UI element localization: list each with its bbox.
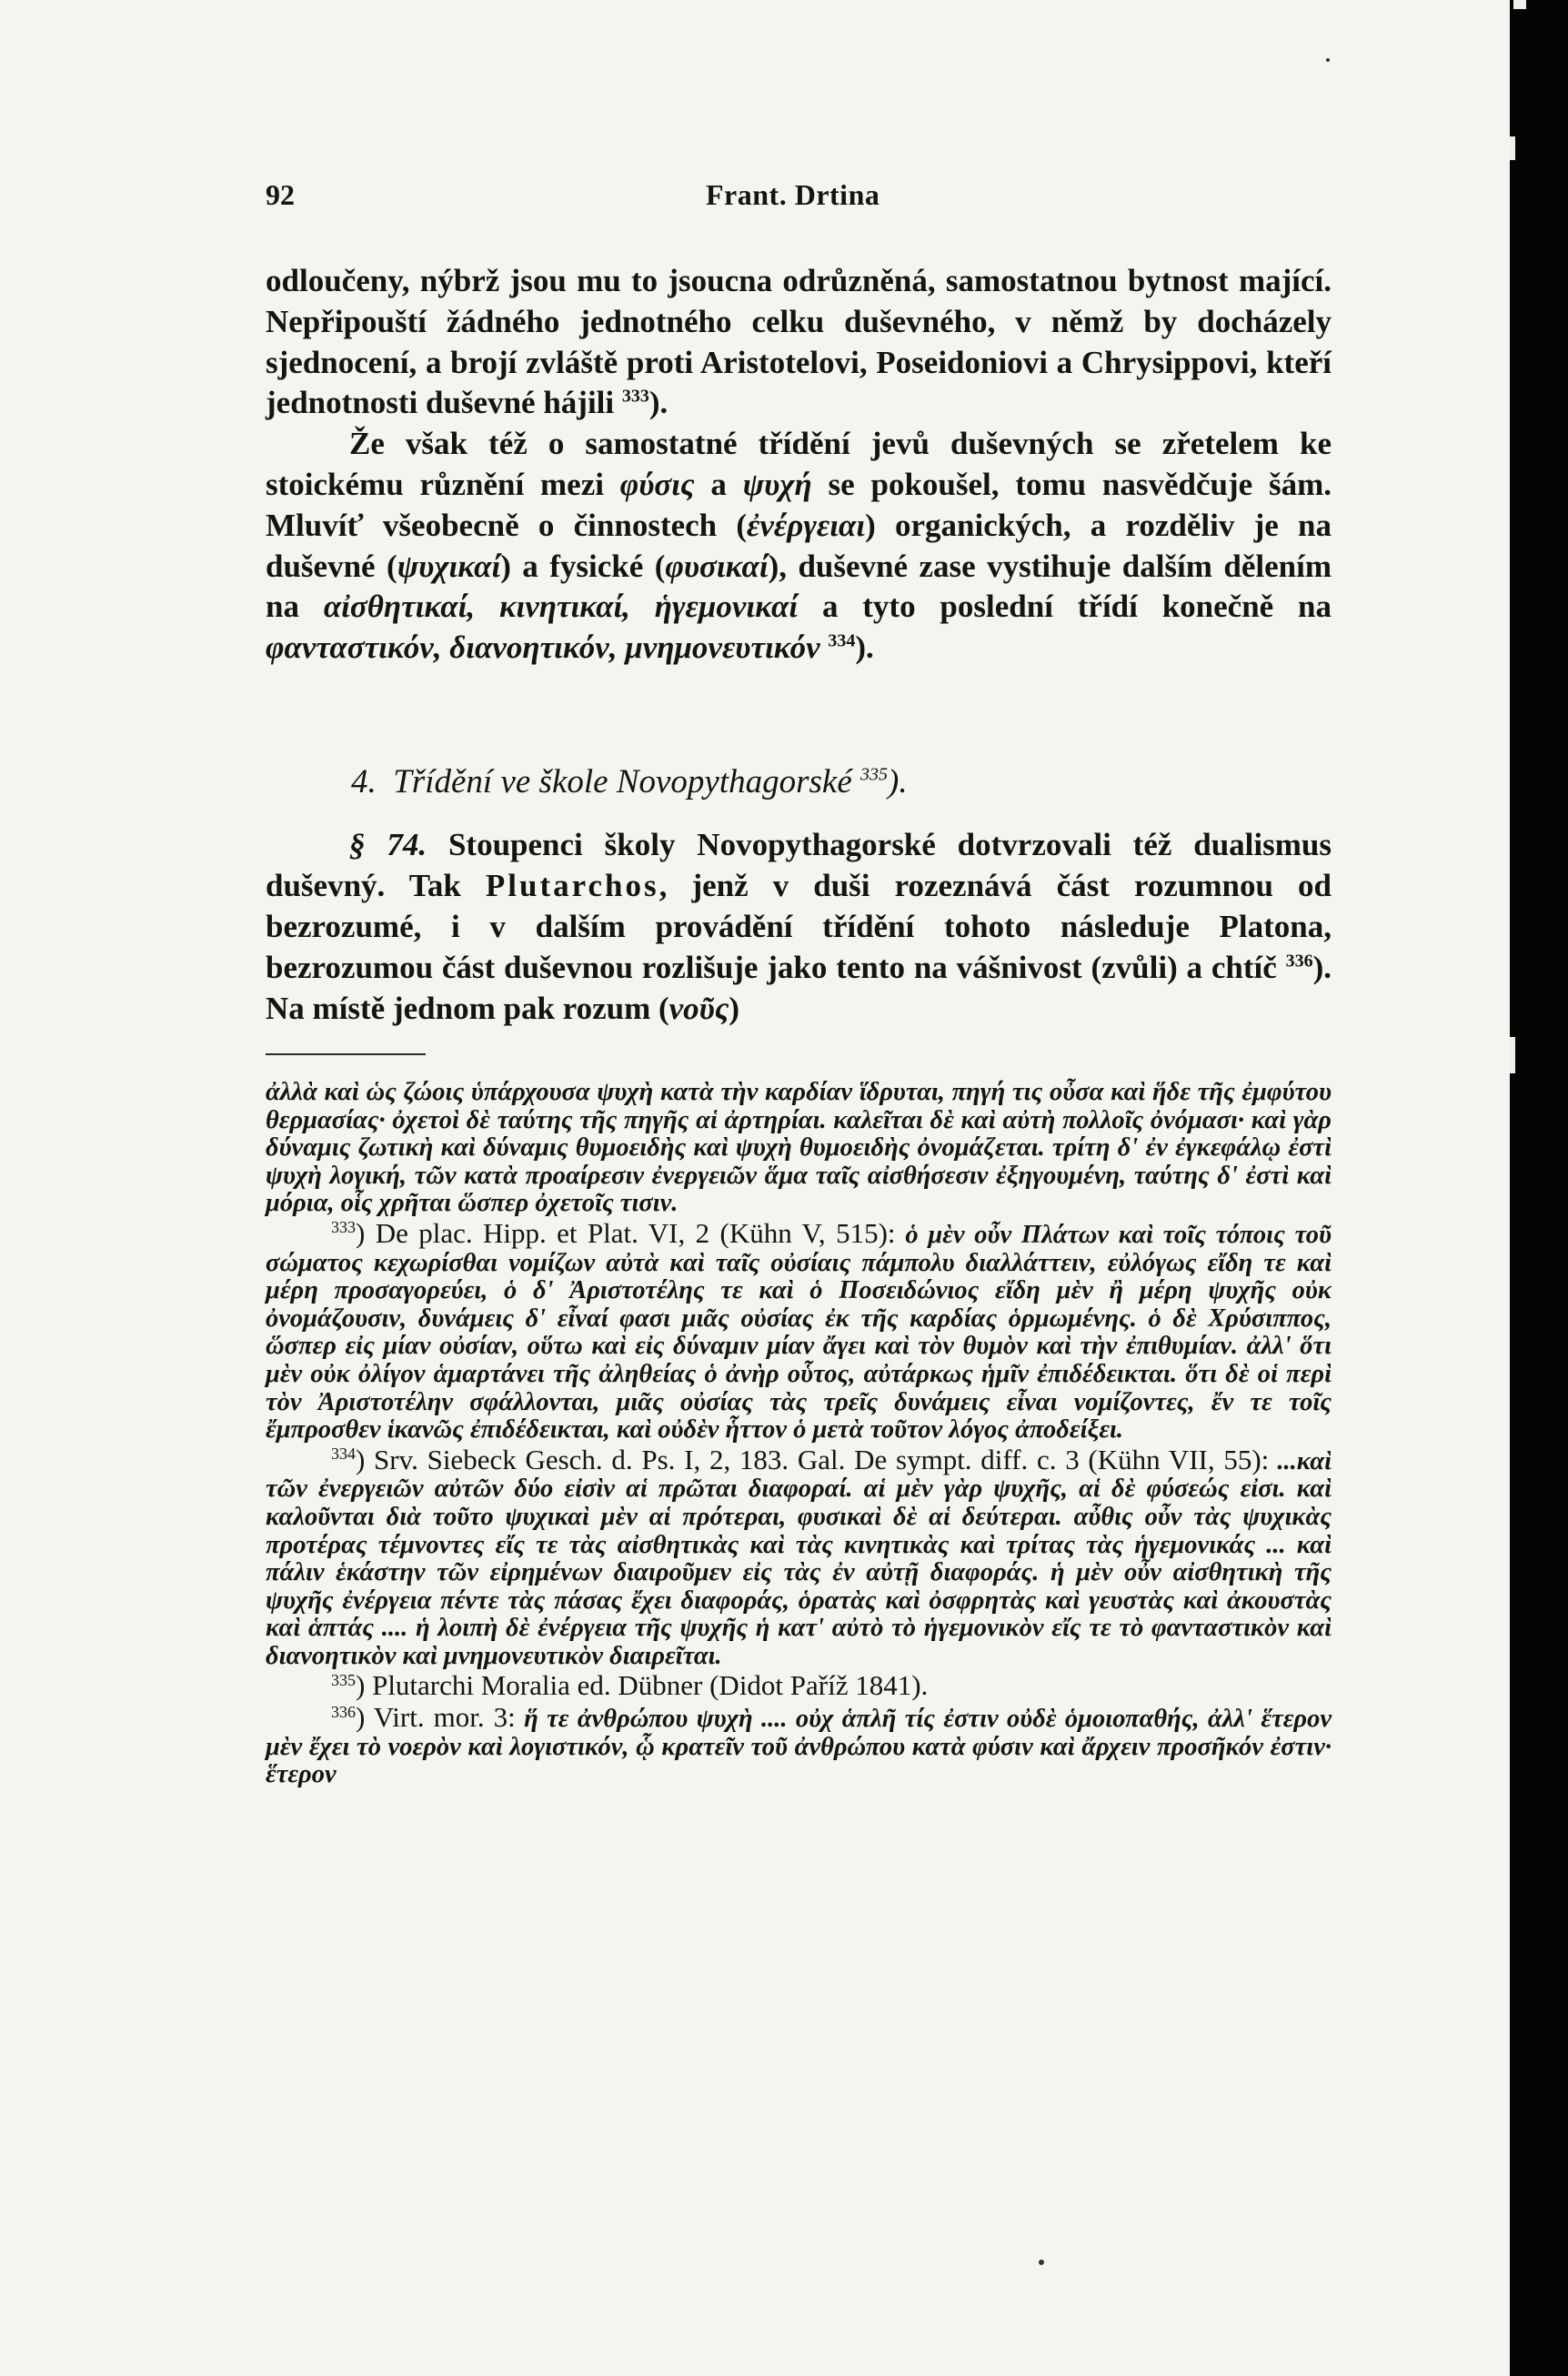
- footnote-335: $^{335}$) Plutarchi Moralia ed. Dübner (Didot Paříž 1841).: [331, 1669, 929, 1702]
- page-number: 92: [266, 178, 295, 211]
- footnote-334: $^{334}$) Srv. Siebeck Gesch. d. Ps. I, 2, 183. Gal. De sympt. diff. c. 3 (Kühn VII, 55): ...καὶ τῶν ἐνεργειῶν αὐτῶν δύο εἰσὶν αἱ πρῶται διαφοραί. αἱ μὲν γὰρ ψυχῆς, αἱ δὲ φύσεώς εἰσι. καὶ καλοῦνται διὰ τοῦτο ψυχικαὶ μὲν αἱ πρότεραι, φυσικαὶ δὲ αἱ δεύτεραι. αὖθις οὖν τὰς ψυχικὰς προτέρας τέμνοντες εἴς τε τὰς αἰσθητικὰς καὶ τὰς κινητικὰς καὶ τρίτας τὰς ἡγεμονικάς ... καὶ πάλιν ἑκάστην τῶν εἰρημένων διαιροῦμεν εἰς τὰς ἐν αὐτῇ διαφοράς. ἡ μὲν οὖν αἰσθητικὴ τῆς ψυχῆς ἐνέργεια πέντε τὰς πάσας ἔχει διαφοράς, ὁρατὰς καὶ ὀσφρητὰς καὶ γευστὰς καὶ ἀκουστὰς καὶ ἁπτάς .... ἡ λοιπὴ δὲ ἐνέργεια τῆς ψυχῆς ἡ κατ' αὐτὸ τὸ ἡγεμονικὸν εἴς τε τὸ φανταστικὸν καὶ διανοητικὸν καὶ μνημονευτικὸν διαιρεῖται.: [266, 1443, 1332, 1670]
- greek-term: ψυχή: [742, 466, 812, 502]
- paragraph-1: odloučeny, nýbrž jsou mu to jsoucna odrůzněná, samostatnou bytnost mající. Nepřipouští žádného jednotného celku duševného, v němž by docházely sjednocení, a brojí zvláště proti Aristotelovi, Poseidoniovi a Chrysippovi, kteří jednotnosti duševné hájili $^{333}$).: [266, 263, 1332, 421]
- section-label: § 74.: [349, 827, 427, 862]
- print-speck: [1326, 58, 1330, 62]
- scan-edge-mark: [1510, 1037, 1515, 1073]
- main-text-lower: [266, 824, 1332, 1029]
- scan-edge-mark: [1513, 0, 1526, 9]
- greek-term: ψυχικαί: [397, 548, 501, 584]
- footnote-336: $^{336}$) Virt. mor. 3: ἥ τε ἀνθρώπου ψυχὴ .... οὐχ ἁπλῆ τίς ἐστιν οὐδὲ ὁμοιοπαθής, ἀλλ' ἕτερον μὲν ἔχει τὸ νοερὸν καὶ λογιστικόν, ᾧ κρατεῖν τοῦ ἀνθρώπου κατὰ φύσιν καὶ ἄρχειν προσῆκόν ἐστιν· ἕτερον: [266, 1701, 1332, 1789]
- greek-term: νοῦς: [668, 991, 729, 1026]
- footnote-rule: [266, 1053, 426, 1055]
- scan-edge-mark: [1510, 136, 1515, 160]
- footnote-ref: 335: [860, 764, 889, 785]
- greek-term: ἐνέργειαι: [747, 507, 866, 543]
- footnote-ref: 333: [621, 386, 649, 407]
- greek-term: φυσικαί: [665, 548, 769, 584]
- paragraph-3: § 74. Stoupenci školy Novopythagorské dotvrzovali též dualismus duševný. Tak Plutarchos, jenž v duši rozeznává část rozumnou od bezrozumé, i v dalším provádění třídění tohoto následuje Platona, bezrozumou část duševnou rozlišuje jako tento na vášnivost (zvůli) a chtíč $^{336}$). Na místě jednom pak rozum (νοῦς): [266, 827, 1332, 1026]
- greek-term: φανταστικόν, διανοητικόν, μνημονευτικόν: [266, 629, 820, 666]
- footnote-ref: 334: [828, 630, 856, 651]
- running-title: Frant. Drtina: [706, 178, 880, 211]
- running-header: [266, 178, 1332, 215]
- greek-term: αἰσθητικαί, κινητικαί, ἡγεμονικαί: [323, 589, 799, 625]
- footnotes: [266, 1079, 1332, 1789]
- footnote-ref: 336: [1285, 951, 1313, 972]
- greek-term: φύσις: [619, 466, 695, 502]
- main-text-upper: [266, 261, 1332, 669]
- footnote-333: $^{333}$) De plac. Hipp. et Plat. VI, 2 (Kühn V, 515): ὁ μὲν οὖν Πλάτων καὶ τοῖς τόποις τοῦ σώματος κεχωρίσθαι νομίζων αὐτὰ καὶ ταῖς οὐσίαις πάμπολυ διαλλάττειν, εὐλόγως εἴδη τε καὶ μέρη προσαγορεύει, ὁ δ' Ἀριστοτέλης τε καὶ ὁ Ποσειδώνιος εἴδη μὲν ἢ μέρη ψυχῆς οὐκ ὀνομάζουσιν, δυνάμεις δ' εἶναί φασι μιᾶς οὐσίας ἐκ τῆς καρδίας ὁρμωμένης. ὁ δὲ Χρύσιππος, ὥσπερ εἰς μίαν οὐσίαν, οὕτω καὶ εἰς δύναμιν μίαν ἄγει καὶ τὸν θυμὸν καὶ τὴν ἐπιθυμίαν. ἀλλ' ὅτι μὲν οὐκ ὀλίγον ἁμαρτάνει τῆς ἀληθείας ὁ ἀνὴρ οὗτος, αὐτάρκως ἡμῖν ἐπιδέδεικται. ὅτι δὲ οἱ περὶ τὸν Ἀριστοτέλην σφάλλονται, μιᾶς οὐσίας τὰς τρεῖς δυνάμεις εἶναι νομίζοντες, ἔν τε τοῖς ἔμπροσθεν ἱκανῶς ἐπιδέδεικται, καὶ οὐδὲν ἧττον ὁ μετὰ τοῦτον λόγος ἀποδείξει.: [266, 1216, 1332, 1445]
- footnote-continuation: ἀλλὰ καὶ ὡς ζώοις ὑπάρχουσα ψυχὴ κατὰ τὴν καρδίαν ἵδρυται, πηγή τις οὖσα καὶ ἥδε τῆς ἐμφύτου θερμασίας· ὀχετοὶ δὲ ταύτης τῆς πηγῆς αἱ ἀρτηρίαι. καλεῖται δὲ καὶ αὐτὴ πολλοῖς ὀνόμασι· καὶ γὰρ δύναμις ζωτικὴ καὶ δύναμις θυμοειδὴς καὶ ψυχὴ θυμοειδὴς ὀνομάζεται. τρίτη δ' ἐν ἐγκεφάλῳ ἐστὶ ψυχὴ λογική, τῶν κατὰ προαίρεσιν ἐνεργειῶν ἅμα ταῖς αἰσθήσεσιν ἐξηγουμένη, ταύτης δ' ἐστὶ καὶ μόρια, οἷς χρῆται ὥσπερ ὀχετοῖς τισιν.: [266, 1078, 1332, 1218]
- paragraph-2: Že však též o samostatné třídění jevů duševných se zřetelem ke stoickému různění mezi φύσις a ψυχή se pokoušel, tomu nasvědčuje šám. Mluvíť všeobecně o činnostech (ἐνέργειαι) organických, a rozděliv je na duševné (ψυχικαί) a fysické (φυσικαί), duševné zase vystihuje dalším dělením na αἰσθητικαί, κινητικαί, ἡγεμονικαί a tyto poslední třídí konečně na φανταστικόν, διανοητικόν, μνημονευτικόν $^{334}$).: [266, 426, 1332, 666]
- scan-edge: [1510, 0, 1568, 2376]
- section-heading: 4. Třídění ve škole Novopythagorské $^{335}$).: [351, 763, 908, 800]
- print-speck: [1039, 2260, 1044, 2265]
- author-name: Plutarchos: [485, 868, 659, 903]
